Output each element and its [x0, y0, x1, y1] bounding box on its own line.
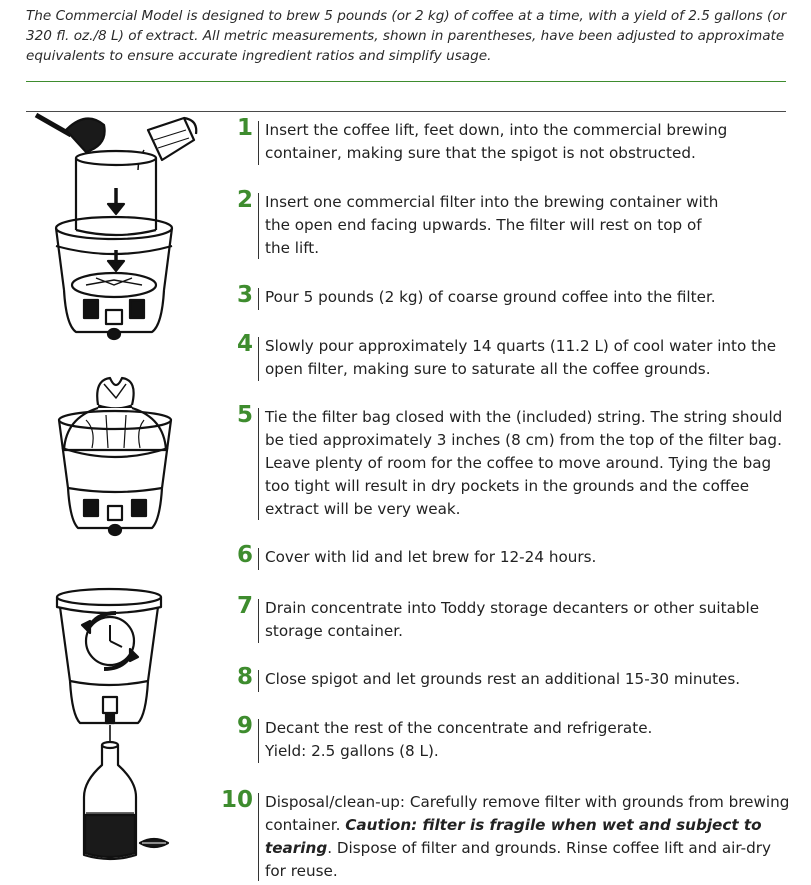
brewer-assembly-illustration — [26, 100, 206, 360]
step-text: Slowly pour approximately 14 quarts (11.2 L) of cool water into the open filter, making sure to saturate all the coffee grounds. — [265, 337, 777, 378]
step-text: Cover with lid and let brew for 12-24 hours. — [265, 548, 597, 566]
step-number: 8 — [236, 664, 253, 690]
step-number: 6 — [236, 542, 253, 568]
step-number: 1 — [236, 115, 253, 141]
step-number: 9 — [236, 713, 253, 739]
step-number: 3 — [236, 282, 253, 308]
step-divider — [258, 408, 259, 520]
step-text: Insert one commercial filter into the brewing container with the open end facing upwards. The filter will rest on top of the lift. — [265, 193, 719, 257]
step-number: 2 — [236, 187, 253, 213]
tied-filter-bag-illustration — [26, 370, 206, 550]
step-divider — [258, 193, 259, 259]
step-text: Pour 5 pounds (2 kg) of coarse ground coffee into the filter. — [265, 288, 716, 306]
step-text: Drain concentrate into Toddy storage decanters or other suitable storage container. — [265, 599, 760, 640]
step-divider — [258, 121, 259, 165]
step-text: Decant the rest of the concentrate and refrigerate. Yield: 2.5 gallons (8 L). — [265, 719, 653, 760]
green-divider — [26, 81, 786, 82]
intro-paragraph: The Commercial Model is designed to brew 5 pounds (or 2 kg) of coffee at a time, with a yield of 2.5 gallons (or 320 fl. oz./8 L) of extract. All metric measurements, shown in parentheses, have been adjusted to approximate equivalents to ensure accurate ingredient ratios and simplify usage. — [26, 8, 787, 64]
step-number: 5 — [236, 402, 253, 428]
brew-timer-decant-illustration — [26, 585, 206, 875]
step-divider — [258, 337, 259, 381]
step-text — [265, 791, 790, 883]
caution-warning: Caution: filter is fragile when wet and subject to tearing — [265, 816, 762, 857]
step-divider — [258, 599, 259, 643]
step-number: 4 — [236, 331, 253, 357]
step-text: Insert the coffee lift, feet down, into the commercial brewing container, making sure that the spigot is not obstructed. — [265, 121, 728, 162]
step-divider — [258, 548, 259, 570]
step-divider — [258, 719, 259, 763]
step-text: Tie the filter bag closed with the (included) string. The string should be tied approximately 3 inches (8 cm) from the top of the filter bag. Leave plenty of room for the coffee to move around. Tying the bag too tight will result in dry pockets in the grounds and the coffee extract will be very weak. — [265, 408, 783, 518]
step-divider — [258, 288, 259, 310]
step-text: Close spigot and let grounds rest an additional 15-30 minutes. — [265, 670, 741, 688]
step-number: 10 — [220, 787, 253, 813]
step-text-intro: Disposal/clean-up: Carefully remove filter with grounds from brewing container. — [265, 793, 790, 834]
step-divider — [258, 793, 259, 881]
step-text-outro: . Dispose of filter and grounds. Rinse coffee lift and air-dry for reuse. — [265, 839, 771, 880]
step-number: 7 — [236, 593, 253, 619]
step-divider — [258, 670, 259, 692]
